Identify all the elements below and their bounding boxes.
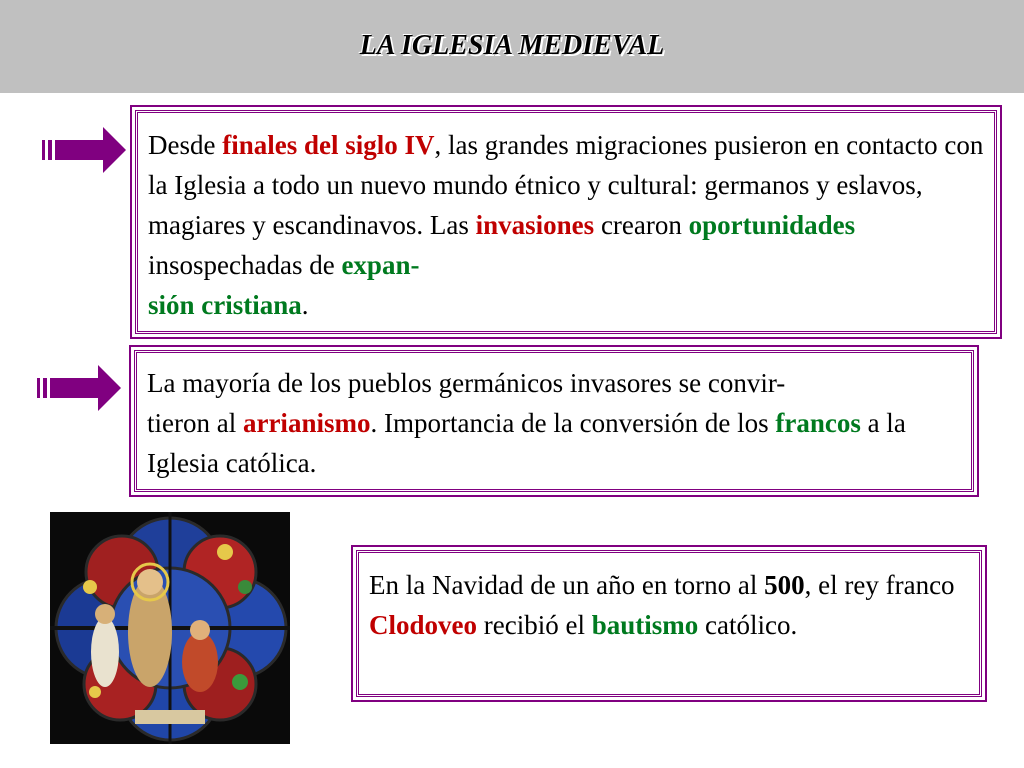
box1-highlight-opportunities: oportunidades — [688, 210, 856, 240]
text-box-migrations — [135, 110, 997, 334]
box1-highlight-expansion-b: sión cristiana — [148, 290, 302, 320]
box2-text-3: a la Iglesia católica. — [147, 408, 906, 478]
box3-highlight-clovis: Clodoveo — [369, 610, 477, 640]
box2-highlight-arianism: arrianismo — [242, 408, 371, 438]
box1-text-4: insospechadas de — [148, 250, 342, 280]
box2-text-2: . Importancia de la conversión de los — [370, 408, 776, 438]
box3-text-2: , el rey franco — [804, 570, 955, 600]
box1-text-1: Desde — [148, 130, 223, 160]
box2-text-1b: tieron al — [147, 408, 243, 438]
box3-highlight-baptism: bautismo — [591, 610, 699, 640]
box1-highlight-expansion-a: expan- — [341, 250, 420, 280]
box2-highlight-franks: francos — [775, 408, 861, 438]
box2-text-1a: La mayoría de los pueblos germánicos invasores se convir- — [147, 368, 786, 398]
right-arrow-icon — [33, 363, 123, 413]
text-box-clovis — [356, 550, 982, 697]
stained-glass-window-image — [50, 512, 290, 744]
box1-highlight-century: finales del siglo IV — [222, 130, 435, 160]
box3-text-3: recibió el — [477, 610, 592, 640]
right-arrow-icon — [38, 125, 128, 175]
box1-text-3: crearon — [594, 210, 689, 240]
text-box-arianism — [134, 350, 974, 492]
slide-title: LA IGLESIA MEDIEVAL — [359, 30, 665, 61]
box3-text-4: católico. — [698, 610, 798, 640]
box3-text-1: En la Navidad de un año en torno al — [369, 570, 765, 600]
box3-highlight-year: 500 — [764, 570, 805, 600]
box1-text-5: . — [301, 290, 309, 320]
box1-highlight-invasions: invasiones — [475, 210, 595, 240]
box1-text-2: , las grandes migraciones pusieron en contacto con la Iglesia a todo un nuevo mundo étnico y cultural: germanos y eslavos, magiares y escandinavos. Las — [148, 130, 984, 240]
